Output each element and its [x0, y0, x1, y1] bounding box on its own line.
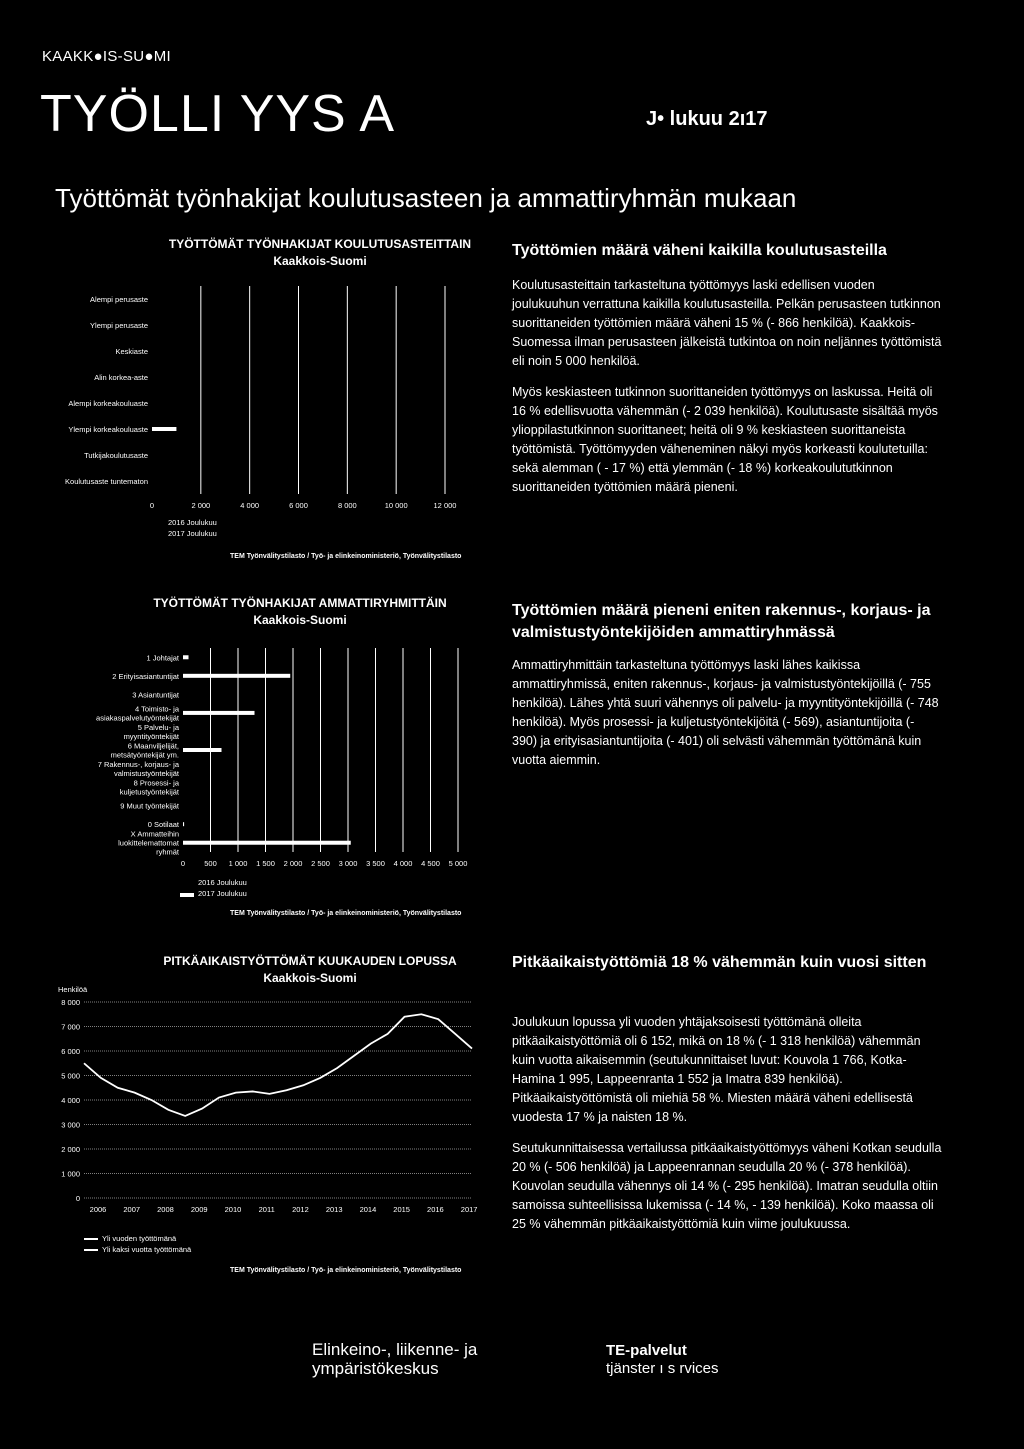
- category-label: kuljetustyöntekijät: [119, 787, 179, 797]
- chart2-source: TEM Työnvälitystilasto / Työ- ja elinkeinoministeriö, Työnvälitystilasto: [230, 910, 462, 917]
- x-tick-label: 2 000: [191, 501, 211, 510]
- category-label: 5 Palvelu- ja: [137, 722, 179, 732]
- x-tick-label: 2009: [190, 1205, 208, 1214]
- chart2-occupation-bars: [0, 640, 500, 880]
- section2-body: [512, 656, 942, 782]
- y-tick-label: 5 000: [61, 1071, 80, 1081]
- x-tick-label: 2010: [224, 1205, 242, 1214]
- x-tick-label: 2 500: [311, 859, 330, 868]
- category-label: 9 Muut työntekijät: [120, 801, 179, 811]
- x-tick-label: 6 000: [289, 501, 308, 510]
- x-tick-label: 500: [204, 859, 217, 868]
- y-tick-label: 2 000: [61, 1145, 80, 1154]
- chart1-legend-2017: 2017 Joulukuu: [168, 529, 217, 538]
- chart1-source: TEM Työnvälitystilasto / Työ- ja elinkeinoministeriö, Työnvälitystilasto: [230, 553, 462, 560]
- category-label: X Ammatteihin: [130, 829, 179, 839]
- bar-2017: [183, 655, 189, 659]
- category-label: Alempi perusaste: [90, 295, 148, 304]
- chart3-longterm-line: [0, 995, 500, 1230]
- chart1-legend-2016: 2016 Joulukuu: [168, 518, 217, 527]
- category-label: Koulutusaste tuntematon: [65, 477, 148, 486]
- x-tick-label: 0: [180, 859, 186, 868]
- chart3-ylabel: Henkilöä: [58, 985, 88, 994]
- x-tick-label: 2017: [460, 1205, 478, 1214]
- chart2-subtitle: Kaakkois-Suomi: [253, 613, 347, 627]
- section3-body: [512, 1013, 942, 1246]
- chart3-legend-swatch-2: [84, 1249, 98, 1251]
- chart3-legend-2: Yli kaksi vuotta työttömänä: [102, 1245, 192, 1254]
- category-label: 4 Toimisto- ja: [134, 704, 179, 714]
- x-tick-label: 3 500: [366, 859, 385, 868]
- x-tick-label: 8 000: [337, 501, 357, 510]
- y-tick-label: 1 000: [61, 1169, 80, 1179]
- chart3-source: TEM Työnvälitystilasto / Työ- ja elinkeinoministeriö, Työnvälitystilasto: [230, 1267, 462, 1274]
- page-title: TYÖLLI YYS A: [40, 85, 396, 143]
- category-label: 1 Johtajat: [146, 653, 179, 663]
- x-tick-label: 2015: [393, 1205, 410, 1214]
- category-label: 7 Rakennus-, korjaus- ja: [97, 760, 179, 770]
- section3-paragraph-1: Joulukuun lopussa yli vuoden yhtäjaksoisesti työttömänä olleita pitkäaikaistyöttömiä oli 6 152, mikä on 18 % (- 1 318 henkilöä) vähemmän kuin vuotta aikaisemmin (seutukunnittaiset luvut: Kouvola 1 766, Kotka-Hamina 1 995, Lappeenranta 1 552 ja Imatra 839 henkilöä). Pitkäaikaistyöttömistä oli miehiä 58 %. Miesten määrä väheni edellisestä vuodesta 17 % ja naisten 18 %.: [512, 1015, 921, 1124]
- category-label: asiakaspalvelutyöntekijät: [96, 713, 179, 723]
- category-label: myyntityöntekijät: [123, 731, 179, 741]
- te-logo-line2: tjänster ı s rvices: [606, 1360, 719, 1377]
- y-tick-label: 3 000: [61, 1120, 80, 1130]
- section3-paragraph-2: Seutukunnittaisessa vertailussa pitkäaikaistyöttömyys väheni Kotkan seudulla 20 % (- 506 henkilöä) ja Lappeenrannan seudulla 20 % (- 378 henkilöä). Kouvolan seudulla vähennys oli 14 % (- 295 henkilöä). Imatran seudulla oltiin samoissa suhteellisissa lukemissa (- 14 %, - 139 henkilöä). Koko maassa oli 25 % vähemmän pitkäaikaistyöttömiä kuin viime joulukuussa.: [512, 1141, 942, 1231]
- x-tick-label: 2008: [157, 1205, 174, 1214]
- region-brand: KAAKK●IS-SU●MI: [42, 48, 172, 65]
- chart3-legend-1: Yli vuoden työttömänä: [102, 1234, 177, 1243]
- bar-2017: [183, 748, 222, 752]
- x-tick-label: 2007: [123, 1205, 141, 1214]
- chart2-legend-2017: 2017 Joulukuu: [198, 889, 247, 898]
- bar-2017: [183, 841, 351, 845]
- category-label: Ylempi korkeakouluaste: [68, 425, 148, 434]
- y-tick-label: 8 000: [61, 998, 80, 1007]
- x-tick-label: 2006: [89, 1205, 107, 1214]
- category-label: luokittelemattomat: [118, 838, 179, 848]
- series-line-over-1y: [84, 1014, 472, 1116]
- chart3-legend-swatch-1: [84, 1238, 98, 1240]
- bar-2017: [183, 822, 184, 826]
- x-tick-label: 2011: [258, 1205, 275, 1214]
- category-label: Tutkijakoulutusaste: [84, 451, 148, 460]
- chart1-title: TYÖTTÖMÄT TYÖNHAKIJAT KOULUTUSASTEITTAIN: [168, 237, 472, 251]
- section1-paragraph-1: Koulutusasteittain tarkasteltuna työttömyys laski edellisen vuoden joulukuuhun verrattuna kaikilla koulutusasteilla. Pelkän perusasteen tutkinnon suorittaneiden työttömien määrä väheni 15 % (- 866 henkilöä). Kaakkois-Suomessa ilman perusasteen jälkeistä tutkintoa on noin neljännes työttömistä eli noin 5 000 henkilöä.: [512, 278, 942, 368]
- x-tick-label: 4 000: [393, 859, 413, 868]
- category-label: valmistustyöntekijät: [113, 769, 179, 779]
- chart2-title: TYÖTTÖMÄT TYÖNHAKIJAT AMMATTIRYHMITTÄIN: [153, 596, 447, 610]
- te-logo-line1: TE-palvelut: [606, 1342, 687, 1359]
- y-tick-label: 4 000: [61, 1096, 80, 1105]
- category-label: 2 Erityisasiantuntijat: [112, 671, 179, 681]
- category-label: Keskiaste: [115, 347, 148, 356]
- x-tick-label: 12 000: [433, 501, 457, 510]
- ely-logo-line1: Elinkeino-, liikenne- ja: [312, 1340, 478, 1359]
- ely-logo: [312, 1340, 477, 1378]
- category-label: Ylempi perusaste: [90, 321, 148, 330]
- issue-date: J• lukuu 2ı17: [646, 108, 768, 130]
- x-tick-label: 1 000: [228, 859, 248, 868]
- x-tick-label: 2014: [359, 1205, 377, 1214]
- y-tick-label: 6 000: [61, 1047, 80, 1056]
- category-label: ryhmät: [156, 847, 179, 857]
- y-tick-label: 7 000: [61, 1022, 80, 1032]
- chart1-subtitle: Kaakkois-Suomi: [273, 254, 367, 268]
- x-tick-label: 10 000: [384, 501, 408, 510]
- main-heading: Työttömät työnhakijat koulutusasteen ja ammattiryhmän mukaan: [55, 183, 797, 213]
- x-tick-label: 1 500: [256, 859, 275, 868]
- category-label: 8 Prosessi- ja: [133, 778, 179, 788]
- section2-paragraph-1: Ammattiryhmittäin tarkasteltuna työttömyys laski lähes kaikissa ammattiryhmissä, eniten rakennus-, korjaus- ja valmistustyöntekijöillä (- 755 henkilöä). Lähes yhtä suuri vähennys oli palvelu- ja myyntityöntekijöillä (- 748 henkilöä). Myös prosessi- ja kuljetustyöntekijöitä (- 569), asiantuntijoita (- 390) ja erityisasiantuntijoita (- 401) oli selvästi vähemmän työttömänä kuin vuotta aiemmin.: [512, 658, 939, 767]
- x-tick-label: 4 000: [240, 501, 260, 510]
- x-tick-label: 4 500: [421, 859, 440, 868]
- category-label: 3 Asiantuntijat: [132, 690, 179, 700]
- ely-logo-line2: ympäristökeskus: [312, 1359, 439, 1378]
- bar-2017: [152, 427, 176, 431]
- section1-paragraph-2: Myös keskiasteen tutkinnon suorittaneiden työttömyys on laskussa. Heitä oli 16 % edellisvuotta vähemmän (- 2 039 henkilöä). Koulutusaste sisältää myös ylioppilastutkinnon suorittaneet; heitä oli 9 % keskiasteen suorittaneista työttömistä. Työttömyyden väheneminen näkyi myös korkeasti koulutetuilla: sekä alemman ( - 17 %) että ylemmän (- 18 %) korkeakoulututkinnon suorittaneiden työttömien määrä pieneni.: [512, 385, 938, 494]
- y-tick-label: 0: [75, 1194, 80, 1203]
- x-tick-label: 2 000: [283, 859, 303, 868]
- x-tick-label: 2013: [325, 1205, 343, 1214]
- category-label: 0 Sotilaat: [147, 820, 179, 830]
- te-logo: [606, 1342, 719, 1378]
- section2-heading: Työttömien määrä pieneni eniten rakennus-, korjaus- ja valmistustyöntekijöiden ammattiryhmässä: [512, 602, 931, 641]
- x-tick-label: 2012: [292, 1205, 309, 1214]
- category-label: metsätyöntekijät ym.: [110, 750, 179, 760]
- category-label: Alempi korkeakouluaste: [68, 399, 148, 408]
- section1-heading: Työttömien määrä väheni kaikilla koulutusasteilla: [512, 242, 887, 259]
- x-tick-label: 5 000: [448, 859, 468, 868]
- chart3-subtitle: Kaakkois-Suomi: [263, 971, 357, 985]
- category-label: Alin korkea-aste: [94, 373, 148, 382]
- x-tick-label: 3 000: [338, 859, 358, 868]
- category-label: 6 Maanviljelijät,: [127, 741, 179, 751]
- x-tick-label: 0: [149, 501, 155, 510]
- x-tick-label: 2016: [427, 1205, 444, 1214]
- section1-body: [512, 276, 942, 509]
- chart2-legend-2016: 2016 Joulukuu: [198, 878, 247, 887]
- chart3-title: PITKÄAIKAISTYÖTTÖMÄT KUUKAUDEN LOPUSSA: [163, 954, 457, 968]
- bar-2017: [183, 711, 255, 715]
- chart2-legend-swatch: [180, 893, 194, 897]
- bar-2017: [183, 674, 290, 678]
- chart1-education-bars: [0, 280, 500, 570]
- section3-heading: Pitkäaikaistyöttömiä 18 % vähemmän kuin vuosi sitten: [512, 954, 927, 971]
